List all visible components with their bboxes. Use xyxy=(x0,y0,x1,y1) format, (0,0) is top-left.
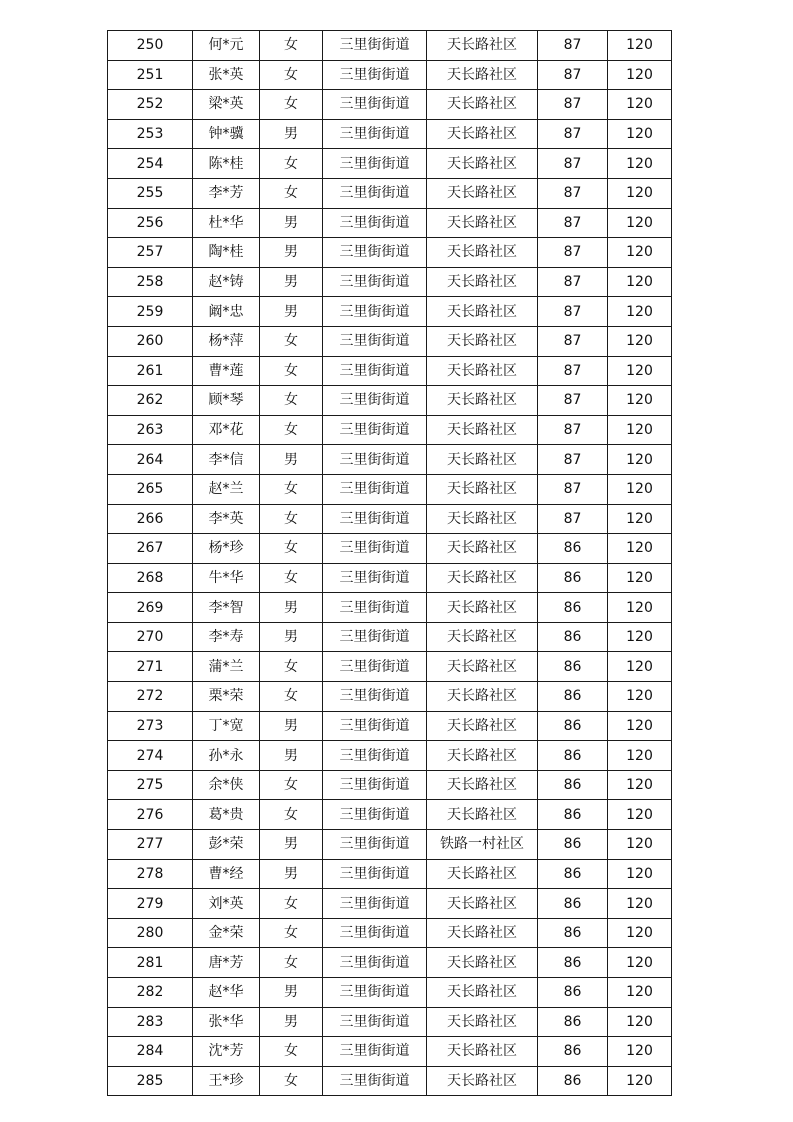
name-cell: 王*珍 xyxy=(193,1066,260,1096)
gender-cell: 女 xyxy=(260,889,323,919)
row-number-cell: 279 xyxy=(108,889,193,919)
age-cell: 87 xyxy=(538,297,608,327)
community-cell: 天长路社区 xyxy=(427,770,538,800)
street-cell: 三里街街道 xyxy=(323,326,427,356)
age-cell: 86 xyxy=(538,652,608,682)
community-cell: 天长路社区 xyxy=(427,622,538,652)
gender-cell: 女 xyxy=(260,534,323,564)
street-cell: 三里街街道 xyxy=(323,1007,427,1037)
street-cell: 三里街街道 xyxy=(323,356,427,386)
name-cell: 蒲*兰 xyxy=(193,652,260,682)
row-number-cell: 276 xyxy=(108,800,193,830)
name-cell: 孙*永 xyxy=(193,741,260,771)
row-number-cell: 268 xyxy=(108,563,193,593)
name-cell: 钟*骥 xyxy=(193,119,260,149)
gender-cell: 男 xyxy=(260,622,323,652)
community-cell: 天长路社区 xyxy=(427,563,538,593)
community-cell: 天长路社区 xyxy=(427,1066,538,1096)
street-cell: 三里街街道 xyxy=(323,622,427,652)
age-cell: 86 xyxy=(538,800,608,830)
community-cell: 天长路社区 xyxy=(427,1007,538,1037)
gender-cell: 女 xyxy=(260,563,323,593)
table-row xyxy=(108,60,672,90)
table-row xyxy=(108,149,672,179)
table-row xyxy=(108,1066,672,1096)
roster-body xyxy=(108,31,672,1096)
row-number-cell: 285 xyxy=(108,1066,193,1096)
street-cell: 三里街街道 xyxy=(323,830,427,860)
table-row xyxy=(108,119,672,149)
table-row xyxy=(108,208,672,238)
community-cell: 天长路社区 xyxy=(427,504,538,534)
row-number-cell: 256 xyxy=(108,208,193,238)
amount-cell: 120 xyxy=(608,800,672,830)
name-cell: 顾*琴 xyxy=(193,386,260,416)
street-cell: 三里街街道 xyxy=(323,31,427,61)
amount-cell: 120 xyxy=(608,90,672,120)
gender-cell: 男 xyxy=(260,208,323,238)
amount-cell: 120 xyxy=(608,978,672,1008)
age-cell: 86 xyxy=(538,741,608,771)
name-cell: 沈*芳 xyxy=(193,1037,260,1067)
gender-cell: 女 xyxy=(260,948,323,978)
table-row xyxy=(108,238,672,268)
community-cell: 天长路社区 xyxy=(427,474,538,504)
table-row xyxy=(108,652,672,682)
amount-cell: 120 xyxy=(608,474,672,504)
name-cell: 梁*英 xyxy=(193,90,260,120)
community-cell: 天长路社区 xyxy=(427,267,538,297)
amount-cell: 120 xyxy=(608,208,672,238)
row-number-cell: 266 xyxy=(108,504,193,534)
gender-cell: 女 xyxy=(260,90,323,120)
amount-cell: 120 xyxy=(608,297,672,327)
table-row xyxy=(108,622,672,652)
age-cell: 86 xyxy=(538,830,608,860)
gender-cell: 女 xyxy=(260,356,323,386)
name-cell: 李*寿 xyxy=(193,622,260,652)
row-number-cell: 273 xyxy=(108,711,193,741)
community-cell: 天长路社区 xyxy=(427,90,538,120)
amount-cell: 120 xyxy=(608,859,672,889)
amount-cell: 120 xyxy=(608,948,672,978)
name-cell: 牛*华 xyxy=(193,563,260,593)
row-number-cell: 250 xyxy=(108,31,193,61)
age-cell: 87 xyxy=(538,119,608,149)
table-row xyxy=(108,474,672,504)
name-cell: 金*荣 xyxy=(193,918,260,948)
name-cell: 彭*荣 xyxy=(193,830,260,860)
table-row xyxy=(108,31,672,61)
row-number-cell: 265 xyxy=(108,474,193,504)
age-cell: 87 xyxy=(538,504,608,534)
community-cell: 天长路社区 xyxy=(427,1037,538,1067)
street-cell: 三里街街道 xyxy=(323,60,427,90)
community-cell: 天长路社区 xyxy=(427,741,538,771)
street-cell: 三里街街道 xyxy=(323,267,427,297)
street-cell: 三里街街道 xyxy=(323,563,427,593)
row-number-cell: 260 xyxy=(108,326,193,356)
table-row xyxy=(108,830,672,860)
amount-cell: 120 xyxy=(608,889,672,919)
amount-cell: 120 xyxy=(608,1066,672,1096)
gender-cell: 男 xyxy=(260,445,323,475)
table-row xyxy=(108,90,672,120)
table-row xyxy=(108,859,672,889)
amount-cell: 120 xyxy=(608,652,672,682)
street-cell: 三里街街道 xyxy=(323,178,427,208)
amount-cell: 120 xyxy=(608,830,672,860)
name-cell: 邓*花 xyxy=(193,415,260,445)
amount-cell: 120 xyxy=(608,178,672,208)
amount-cell: 120 xyxy=(608,415,672,445)
row-number-cell: 255 xyxy=(108,178,193,208)
street-cell: 三里街街道 xyxy=(323,386,427,416)
row-number-cell: 277 xyxy=(108,830,193,860)
name-cell: 李*信 xyxy=(193,445,260,475)
community-cell: 天长路社区 xyxy=(427,60,538,90)
row-number-cell: 284 xyxy=(108,1037,193,1067)
row-number-cell: 253 xyxy=(108,119,193,149)
name-cell: 陈*桂 xyxy=(193,149,260,179)
street-cell: 三里街街道 xyxy=(323,918,427,948)
gender-cell: 男 xyxy=(260,267,323,297)
age-cell: 87 xyxy=(538,90,608,120)
age-cell: 86 xyxy=(538,1037,608,1067)
row-number-cell: 271 xyxy=(108,652,193,682)
age-cell: 86 xyxy=(538,918,608,948)
gender-cell: 女 xyxy=(260,770,323,800)
table-row xyxy=(108,267,672,297)
age-cell: 86 xyxy=(538,1007,608,1037)
age-cell: 86 xyxy=(538,770,608,800)
street-cell: 三里街街道 xyxy=(323,889,427,919)
name-cell: 陶*桂 xyxy=(193,238,260,268)
age-cell: 87 xyxy=(538,445,608,475)
street-cell: 三里街街道 xyxy=(323,948,427,978)
street-cell: 三里街街道 xyxy=(323,652,427,682)
table-row xyxy=(108,948,672,978)
gender-cell: 男 xyxy=(260,741,323,771)
gender-cell: 男 xyxy=(260,978,323,1008)
community-cell: 天长路社区 xyxy=(427,386,538,416)
community-cell: 天长路社区 xyxy=(427,356,538,386)
community-cell: 天长路社区 xyxy=(427,978,538,1008)
gender-cell: 女 xyxy=(260,652,323,682)
amount-cell: 120 xyxy=(608,593,672,623)
name-cell: 杜*华 xyxy=(193,208,260,238)
table-row xyxy=(108,711,672,741)
gender-cell: 女 xyxy=(260,918,323,948)
name-cell: 阚*忠 xyxy=(193,297,260,327)
amount-cell: 120 xyxy=(608,770,672,800)
community-cell: 天长路社区 xyxy=(427,711,538,741)
table-row xyxy=(108,800,672,830)
street-cell: 三里街街道 xyxy=(323,682,427,712)
table-row xyxy=(108,889,672,919)
amount-cell: 120 xyxy=(608,711,672,741)
name-cell: 李*智 xyxy=(193,593,260,623)
row-number-cell: 275 xyxy=(108,770,193,800)
community-cell: 天长路社区 xyxy=(427,593,538,623)
community-cell: 天长路社区 xyxy=(427,415,538,445)
name-cell: 余*侠 xyxy=(193,770,260,800)
community-cell: 天长路社区 xyxy=(427,948,538,978)
age-cell: 87 xyxy=(538,356,608,386)
gender-cell: 男 xyxy=(260,238,323,268)
age-cell: 86 xyxy=(538,563,608,593)
street-cell: 三里街街道 xyxy=(323,297,427,327)
gender-cell: 女 xyxy=(260,386,323,416)
community-cell: 天长路社区 xyxy=(427,889,538,919)
name-cell: 曹*经 xyxy=(193,859,260,889)
amount-cell: 120 xyxy=(608,622,672,652)
gender-cell: 男 xyxy=(260,1007,323,1037)
table-row xyxy=(108,356,672,386)
row-number-cell: 262 xyxy=(108,386,193,416)
gender-cell: 女 xyxy=(260,800,323,830)
community-cell: 天长路社区 xyxy=(427,31,538,61)
gender-cell: 男 xyxy=(260,297,323,327)
community-cell: 天长路社区 xyxy=(427,297,538,327)
street-cell: 三里街街道 xyxy=(323,474,427,504)
community-cell: 天长路社区 xyxy=(427,208,538,238)
street-cell: 三里街街道 xyxy=(323,1066,427,1096)
amount-cell: 120 xyxy=(608,1007,672,1037)
age-cell: 87 xyxy=(538,326,608,356)
table-row xyxy=(108,682,672,712)
age-cell: 87 xyxy=(538,386,608,416)
table-row xyxy=(108,445,672,475)
row-number-cell: 263 xyxy=(108,415,193,445)
amount-cell: 120 xyxy=(608,119,672,149)
row-number-cell: 281 xyxy=(108,948,193,978)
name-cell: 丁*宽 xyxy=(193,711,260,741)
amount-cell: 120 xyxy=(608,563,672,593)
amount-cell: 120 xyxy=(608,356,672,386)
age-cell: 87 xyxy=(538,31,608,61)
community-cell: 铁路一村社区 xyxy=(427,830,538,860)
row-number-cell: 274 xyxy=(108,741,193,771)
street-cell: 三里街街道 xyxy=(323,445,427,475)
name-cell: 葛*贵 xyxy=(193,800,260,830)
street-cell: 三里街街道 xyxy=(323,711,427,741)
name-cell: 赵*华 xyxy=(193,978,260,1008)
name-cell: 杨*萍 xyxy=(193,326,260,356)
name-cell: 曹*莲 xyxy=(193,356,260,386)
age-cell: 86 xyxy=(538,711,608,741)
row-number-cell: 269 xyxy=(108,593,193,623)
table-row xyxy=(108,563,672,593)
row-number-cell: 267 xyxy=(108,534,193,564)
table-row xyxy=(108,326,672,356)
street-cell: 三里街街道 xyxy=(323,238,427,268)
age-cell: 86 xyxy=(538,682,608,712)
gender-cell: 男 xyxy=(260,830,323,860)
table-row xyxy=(108,770,672,800)
row-number-cell: 283 xyxy=(108,1007,193,1037)
gender-cell: 女 xyxy=(260,326,323,356)
name-cell: 赵*兰 xyxy=(193,474,260,504)
community-cell: 天长路社区 xyxy=(427,859,538,889)
amount-cell: 120 xyxy=(608,534,672,564)
gender-cell: 女 xyxy=(260,504,323,534)
name-cell: 李*芳 xyxy=(193,178,260,208)
table-row xyxy=(108,297,672,327)
community-cell: 天长路社区 xyxy=(427,800,538,830)
street-cell: 三里街街道 xyxy=(323,119,427,149)
community-cell: 天长路社区 xyxy=(427,652,538,682)
row-number-cell: 264 xyxy=(108,445,193,475)
age-cell: 86 xyxy=(538,889,608,919)
age-cell: 86 xyxy=(538,593,608,623)
gender-cell: 男 xyxy=(260,711,323,741)
amount-cell: 120 xyxy=(608,326,672,356)
row-number-cell: 272 xyxy=(108,682,193,712)
amount-cell: 120 xyxy=(608,386,672,416)
street-cell: 三里街街道 xyxy=(323,208,427,238)
roster-table xyxy=(107,30,672,1096)
age-cell: 86 xyxy=(538,1066,608,1096)
name-cell: 杨*珍 xyxy=(193,534,260,564)
street-cell: 三里街街道 xyxy=(323,504,427,534)
name-cell: 张*英 xyxy=(193,60,260,90)
community-cell: 天长路社区 xyxy=(427,178,538,208)
name-cell: 张*华 xyxy=(193,1007,260,1037)
community-cell: 天长路社区 xyxy=(427,445,538,475)
row-number-cell: 278 xyxy=(108,859,193,889)
table-row xyxy=(108,978,672,1008)
street-cell: 三里街街道 xyxy=(323,978,427,1008)
community-cell: 天长路社区 xyxy=(427,534,538,564)
community-cell: 天长路社区 xyxy=(427,326,538,356)
gender-cell: 女 xyxy=(260,60,323,90)
table-row xyxy=(108,178,672,208)
gender-cell: 女 xyxy=(260,474,323,504)
gender-cell: 女 xyxy=(260,178,323,208)
row-number-cell: 251 xyxy=(108,60,193,90)
name-cell: 栗*荣 xyxy=(193,682,260,712)
street-cell: 三里街街道 xyxy=(323,1037,427,1067)
gender-cell: 女 xyxy=(260,682,323,712)
street-cell: 三里街街道 xyxy=(323,534,427,564)
row-number-cell: 254 xyxy=(108,149,193,179)
name-cell: 唐*芳 xyxy=(193,948,260,978)
row-number-cell: 258 xyxy=(108,267,193,297)
table-row xyxy=(108,1037,672,1067)
amount-cell: 120 xyxy=(608,60,672,90)
age-cell: 87 xyxy=(538,474,608,504)
age-cell: 87 xyxy=(538,208,608,238)
community-cell: 天长路社区 xyxy=(427,238,538,268)
age-cell: 87 xyxy=(538,267,608,297)
row-number-cell: 270 xyxy=(108,622,193,652)
row-number-cell: 257 xyxy=(108,238,193,268)
age-cell: 86 xyxy=(538,622,608,652)
age-cell: 86 xyxy=(538,948,608,978)
community-cell: 天长路社区 xyxy=(427,682,538,712)
amount-cell: 120 xyxy=(608,149,672,179)
row-number-cell: 259 xyxy=(108,297,193,327)
age-cell: 87 xyxy=(538,149,608,179)
street-cell: 三里街街道 xyxy=(323,593,427,623)
street-cell: 三里街街道 xyxy=(323,741,427,771)
age-cell: 86 xyxy=(538,534,608,564)
amount-cell: 120 xyxy=(608,682,672,712)
table-row xyxy=(108,593,672,623)
gender-cell: 女 xyxy=(260,31,323,61)
age-cell: 86 xyxy=(538,978,608,1008)
gender-cell: 女 xyxy=(260,415,323,445)
community-cell: 天长路社区 xyxy=(427,918,538,948)
gender-cell: 男 xyxy=(260,593,323,623)
name-cell: 李*英 xyxy=(193,504,260,534)
street-cell: 三里街街道 xyxy=(323,770,427,800)
row-number-cell: 252 xyxy=(108,90,193,120)
name-cell: 赵*铸 xyxy=(193,267,260,297)
amount-cell: 120 xyxy=(608,445,672,475)
community-cell: 天长路社区 xyxy=(427,119,538,149)
amount-cell: 120 xyxy=(608,31,672,61)
gender-cell: 男 xyxy=(260,119,323,149)
amount-cell: 120 xyxy=(608,1037,672,1067)
table-row xyxy=(108,1007,672,1037)
street-cell: 三里街街道 xyxy=(323,859,427,889)
age-cell: 87 xyxy=(538,415,608,445)
street-cell: 三里街街道 xyxy=(323,800,427,830)
row-number-cell: 282 xyxy=(108,978,193,1008)
community-cell: 天长路社区 xyxy=(427,149,538,179)
age-cell: 87 xyxy=(538,60,608,90)
amount-cell: 120 xyxy=(608,504,672,534)
row-number-cell: 280 xyxy=(108,918,193,948)
amount-cell: 120 xyxy=(608,918,672,948)
age-cell: 87 xyxy=(538,238,608,268)
name-cell: 何*元 xyxy=(193,31,260,61)
street-cell: 三里街街道 xyxy=(323,415,427,445)
row-number-cell: 261 xyxy=(108,356,193,386)
name-cell: 刘*英 xyxy=(193,889,260,919)
table-row xyxy=(108,415,672,445)
table-row xyxy=(108,741,672,771)
age-cell: 87 xyxy=(538,178,608,208)
table-row xyxy=(108,918,672,948)
amount-cell: 120 xyxy=(608,741,672,771)
street-cell: 三里街街道 xyxy=(323,90,427,120)
table-row xyxy=(108,386,672,416)
gender-cell: 男 xyxy=(260,859,323,889)
gender-cell: 女 xyxy=(260,149,323,179)
gender-cell: 女 xyxy=(260,1066,323,1096)
table-row xyxy=(108,534,672,564)
street-cell: 三里街街道 xyxy=(323,149,427,179)
amount-cell: 120 xyxy=(608,238,672,268)
table-row xyxy=(108,504,672,534)
amount-cell: 120 xyxy=(608,267,672,297)
age-cell: 86 xyxy=(538,859,608,889)
gender-cell: 女 xyxy=(260,1037,323,1067)
